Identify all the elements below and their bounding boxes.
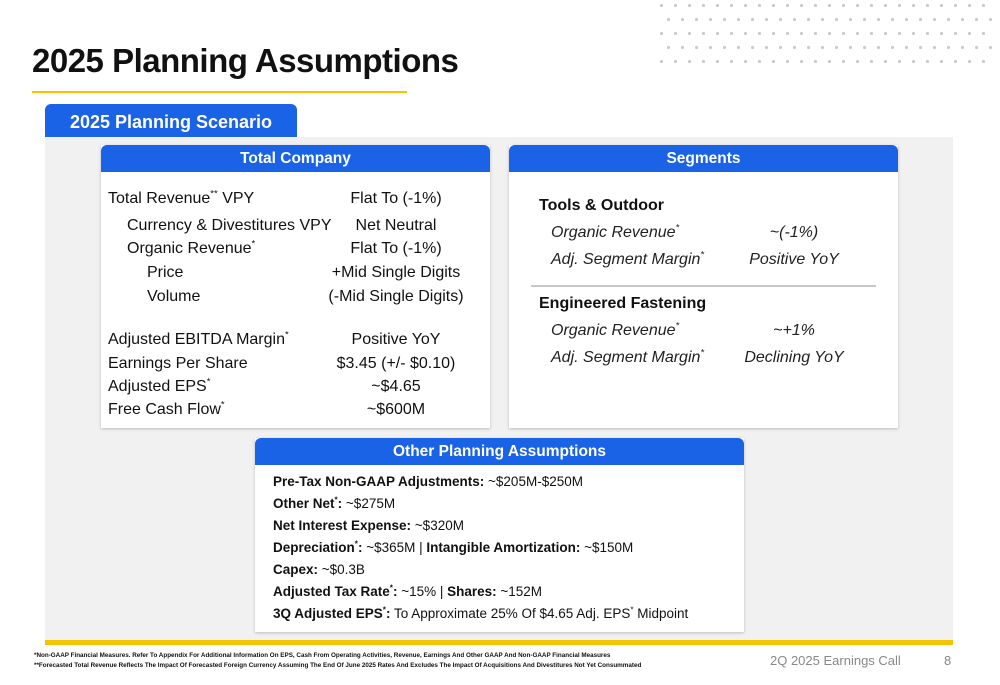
tc-value-volume: (-Mid Single Digits) [328,288,464,305]
footnote-2: **Forecasted Total Revenue Reflects The Impact Of Forecasted Foreign Currency Assuming The End Of June 2025 Rates And Excludes The Impact Of Acquisitions And Divestitures Not Yet Consummated [34,662,642,669]
segments-header: Segments [509,145,898,172]
tc-value-price: +Mid Single Digits [331,264,461,281]
page-number: 8 [944,653,952,668]
footnote-1: *Non-GAAP Financial Measures. Refer To Appendix For Additional Information On EPS, Cash From Operating Activities, Revenue, Earnings And Other GAAP And Non-GAAP Financial Measures [34,652,611,659]
opa-line-interest: Net Interest Expense: ~$320M [273,518,464,533]
opa-line-pretax: Pre-Tax Non-GAAP Adjustments: ~$205M-$250M [273,474,583,489]
opa-line-capex: Capex: ~$0.3B [273,562,365,577]
seg-fast-value-organic: ~+1% [773,322,815,339]
dot-grid-decoration [660,4,1000,70]
scenario-tab: 2025 Planning Scenario [45,104,297,138]
tc-label-currency: Currency & Divestitures VPY [127,217,332,234]
tc-label-fcf: Free Cash Flow* [108,399,225,418]
tc-label-ebitda: Adjusted EBITDA Margin* [108,329,289,348]
tc-label-price: Price [147,264,184,281]
tc-value-eps: $3.45 (+/- $0.10) [336,355,456,372]
tc-value-adj-eps: ~$4.65 [371,378,421,395]
seg-tools-label-organic: Organic Revenue* [551,222,680,241]
tc-label-adj-eps: Adjusted EPS* [108,376,211,395]
tc-value-fcf: ~$600M [366,401,426,418]
footer-accent-bar [45,640,953,645]
tc-label-organic: Organic Revenue* [127,238,256,257]
seg-fast-value-margin: Declining YoY [744,349,844,366]
seg-fast-label-organic: Organic Revenue* [551,320,680,339]
total-company-header: Total Company [101,145,490,172]
event-label: 2Q 2025 Earnings Call [770,653,901,668]
seg-tools-value-margin: Positive YoY [749,251,839,268]
opa-line-depreciation: Depreciation*: ~$365M | Intangible Amortization: ~$150M [273,539,634,555]
seg-tools-value-organic: ~(-1%) [769,224,819,241]
tc-value-total-revenue: Flat To (-1%) [350,190,442,207]
opa-line-3q-eps: 3Q Adjusted EPS*: To Approximate 25% Of $4.65 Adj. EPS* Midpoint [273,605,689,621]
segment-name-tools: Tools & Outdoor [539,197,665,214]
seg-tools-label-margin: Adj. Segment Margin* [551,249,705,268]
tc-value-ebitda: Positive YoY [351,331,441,348]
segments-divider [531,285,876,287]
other-assumptions-card [255,438,744,632]
segment-name-fastening: Engineered Fastening [539,295,707,312]
tc-label-total-revenue: Total Revenue** VPY [108,188,255,207]
tc-label-eps: Earnings Per Share [108,355,248,372]
opa-line-other-net: Other Net*: ~$275M [273,495,396,511]
tc-value-currency: Net Neutral [355,217,437,234]
tc-value-organic: Flat To (-1%) [350,240,442,257]
page-title: 2025 Planning Assumptions [32,42,459,79]
other-assumptions-header: Other Planning Assumptions [255,438,744,465]
opa-line-tax-shares: Adjusted Tax Rate*: ~15% | Shares: ~152M [273,583,543,599]
seg-fast-label-margin: Adj. Segment Margin* [551,347,705,366]
tc-label-volume: Volume [147,288,201,305]
title-underline [32,91,407,93]
